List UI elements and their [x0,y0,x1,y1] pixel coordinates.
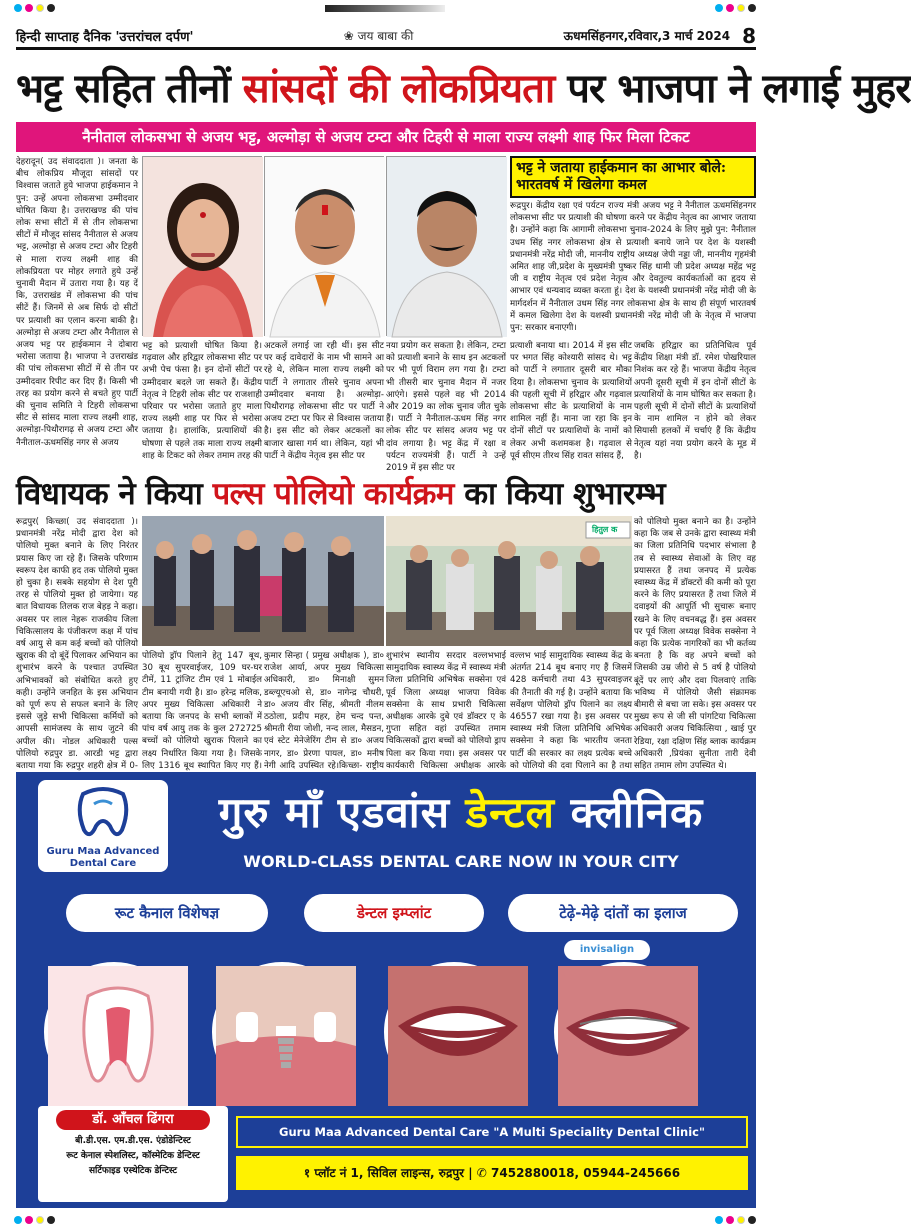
story1-headline [16,58,911,120]
man-portrait-icon [265,157,385,337]
doctor-card [38,1106,228,1202]
drops-photo-icon [386,516,632,646]
story1-subhead: नैनीताल लोकसभा से अजय भट्ट, अल्मोड़ा से अजय टम्टा और टिहरी से माला राज्य लक्ष्मी शाह फिर मिला टिकट [16,122,756,152]
story2-column-2: पोलियो ड्रॉप पिलाने हेतु 147 बूथ, 30 बूथ सुपरवाईजर, 109 घर-घर टीमें, 11 ट्रांजिट टीम एवं 1 मोबाईल टीम बनायी गयी है। डा० हरेन्द्र मलिक, अपर मुख्य चिकित्सा अधिकारी ने बताया कि जनपद के सभी ब्लाकों में पांच वर्ष आयु तक के कुल 272725 बच्चों को पोलियो खुराक पिलाने का लक्ष्य निर्धारित किया गया है। जिसके लिए 1316 बूथ स्थापित किए गए हैं। [142,651,262,771]
story2-column-6: को पोलियो मुक्त बनाने का है। उन्होंने कहा कि जब से उनके द्वारा स्वास्थ्य मंत्री का जिला प्रतिनिधि पदभार संभाला है तब से स्वास्थ्य सेवाओं के लिए वह प्रयासरत हैं तथा जनपद में प्रत्येक स्वास्थ्य केंद्र में डॉक्टरों की कमी को पूरा करने के लिए प्रयासरत हैं तथा जिले में दवाइयों की आपूर्ति भी सुचारू बनाए रखने के लिए वचनबद्ध हैं। इस अवसर पर पूर्व जिला अध्यक्ष विवेक सक्सेना ने कहा कि प्रत्येक नागरिकों का भी कर्तव्य बनता है कि वह अपने बच्चों को जिसकी उम्र जीरो से 5 वर्ष है पोलियो बूंदें पर लाएं और दवा पिलवाएं ताकि भविष्य में पोलियो जैसी संक्रामक बीमारी से बचा जा सके। इस अवसर पर मुख्य रूप से जी सी पांगटिया चिकित्सा अधिकारी अजय चिकित्सिया , खाई पुर रेडिया, रक्षा दक्षिण सिंह ब्लाक कार्यक्रम अधिकारी ,प्रियंका सुनीता तारी देवी सहित तमाम लोग उपस्थित थे। [634,517,756,772]
color-dots-left [14,1216,55,1224]
ad-title-part-2: क्लीनिक [554,788,704,837]
story2-column-3: कुमार सिन्हा ( प्रमुख अधीक्षक ), डा० राजेश आर्या, अपर मुख्य चिकित्सा अधिकारी, डा० मिनाक्षी सुमन डब्ल्यूएचओ से, डा० नागेन्द्र चौधरी, डा० अजय वीर सिंह, श्रीमती नीलम ठठोला, प्रदीप महर, हेम चन्द पन्त, श्रीमती रीया जोशी, नन्द लाल, मैसडन, एवं स्टेट मेनेजेरिंग टीम से डा० अजय नागर, डा० प्रेरणा पायल, डा० मनीष नेगी आदि उपस्थित रहे।किच्छा- राष्ट्रीय [264,651,384,771]
story2-column-5: वल्लभ भाई सामुदायिक स्वास्थ्य केंद्र के अंतर्गत 214 बूथ बनाए गए हैं जिसमें 428 कर्मचारी तथा 43 सुपरवाइजर की तैनाती की गई है। उन्होंने बताया कि सर्वेक्षण पोलियो ड्रॉप पिलाने का लक्ष्य 46557 रखा गया है। इस अवसर पर स्वास्थ्य मंत्री जिला प्रतिनिधि अभिषेक सक्सेना ने कहा कि भारतीय जनता पार्टी की सरकार का लक्ष्य प्रत्येक बच्चे को पोलियो की दवा पिलाने का है तथा [510,651,632,771]
root-canal-image [44,962,184,1102]
color-dots-right [715,4,756,12]
registration-strip-bottom [0,1212,770,1228]
sidebar-body: रूद्रपुर। केंद्रीय रक्षा एवं पर्यटन राज्य मंत्री अजय भट्ट ने नैनीताल ऊधमसिंहनगर लोकसभा सीट पर प्रत्याशी की घोषणा करने पर केंद्रीय नेतृत्व का आभार जताया है। उन्होंने कहा कि आगामी लोकसभा चुनाव-2024 के लिए मुझे पुन: नैनीताल उधम सिंह नगर लोकसभा क्षेत्र से प्रत्याशी बनाये जाने पर देश के यशस्वी प्रधानमंत्री नरेंद्र मोदी जी, माननीय राष्ट्रीय अध्यक्ष जेपी नड्डा जी, माननीय गृहमंत्री अमित शाह जी,प्रदेश के मुख्यमंत्री पुष्कर सिंह धामी जी प्रदेश अध्यक्ष महेंद्र भट्ट जी व राष्ट्रीय नेतृत्व एवं प्रदेश नेतृत्व और देवतुल्य कार्यकर्ताओं का हृदय से आभार एवं धन्यवाद व्यक्त करता हूं। देश के यशस्वी प्रधानमंत्री नरेंद्र मोदी जी के मार्गदर्शन में नैनीताल उधम सिंह नगर लोकसभा क्षेत्र के साथ ही संपूर्ण भारतवर्ष में कमल खिलेगा देश के यशस्वी प्रधानमंत्री नरेंद्र मोदी जी के नेतृत्व में भाजपा पुन: सरकार बनाएगी। [510,201,756,334]
sidebar-box [510,156,756,336]
ad-title-part-1: गुरु माँ एडवांस [218,788,466,837]
logo-text: Guru Maa Advanced Dental Care [46,846,160,869]
story1-column-5: प्रत्याशी बनाया था। 2014 में इस सीट पर भगत सिंह कोश्यारी सांसद थे। भट्ट को पार्टी ने लगातार दूसरी बार मौका दिया है। लोकसभा चुनाव के प्रत्याशियों की पहली सूची में हरिद्वार और गढ़वाल लोकसभा सीट के प्रत्याशियों के नाम शामिल नहीं हैं। माना जा रहा कि इन दोनों सीटों पर प्रत्याशियों के नामों को लेकर अभी कशमकश है। गढ़वाल से पूर्व सीएम तीरथ सिंह रावत सांसद हैं, [510,341,632,461]
braces-icon [558,966,698,1106]
sidebar-title: भट्ट ने जताया हाईकमान का आभार बोले: भारतवर्ष में खिलेगा कमल [510,156,756,198]
doctor-qualification-2: रूट केनाल स्पेशलिस्ट, कॉस्मेटिक डेन्टिस्ट [66,1151,200,1161]
ad-tagline: WORLD-CLASS DENTAL CARE NOW IN YOUR CITY [243,852,679,871]
color-dots-left [14,4,55,12]
man-portrait-icon [387,157,507,337]
service-root-canal: रूट कैनाल विशेषज्ञ [66,894,268,932]
tooth-logo-icon [38,780,168,846]
page-number: 8 [742,23,756,48]
implant-image [212,962,352,1102]
dental-clinic-advertisement [16,772,756,1208]
woman-portrait-icon [143,157,263,337]
masthead-center: ❀ जय बाबा की [343,29,414,43]
masthead [16,24,756,50]
portrait-mala-rajya-laxmi-shah [142,156,262,336]
photo-polio-event-2 [386,516,632,646]
headline-part-2: का किया शुभारम्भ [453,476,666,512]
story1-column-1: देहरादून( उद संवाददाता )। जनता के बीच लोकप्रिय मौजूदा सांसदों पर विश्वास जताते हुये भाजपा हाईकमान ने पुन: उन्हें अपना लोकसभा उम्मीदवार घोषित किया है। उत्तराखण्ड की पांच लोक सभा सीटों में से तीन लोकसभा सीटों में मौजूद सांसद नैनीताल से अजय भट्ट, अल्मोड़ा से अजय टम्टा और टिहरी से माला राज्य लक्ष्मी शाह की लोकप्रियता पर मोहर लगाते हुये उन्हें चुनावी मैदान में उतारा गया है। यह दें कि, उत्तराखंड में लोकसभा की पांच सीटें हैं। जिनमें से अब सिर्फ दो सीटों पर प्रत्याशी का एलान करना बाकी है। अल्मोड़ा से अजय टम्टा और नैनीताल से अजय भट्ट पर हाईकमान ने दोबारा भरोसा जताया है। भाजपा ने उत्तराखंड की पांच लोकसभा सीटों में से तीन पर उम्मीदवार रिपीट कर दिए हैं। किसी भी तरह का प्रयोग करने से बचते हुए पार्टी की चुनाव समिति ने टिहरी लोकसभा सीट से सांसद माला राज्य लक्ष्मी शाह, अल्मोड़ा-पिथौरागढ़ से अजय टम्टा और नैनीताल-ऊधमसिंह नगर से अजय [16,157,138,448]
registration-strip-top [0,0,770,16]
doctor-qualification-1: बी.डी.एस. एम.डी.एस. एंडोडेन्टिस्ट [75,1136,191,1146]
tooth-crosssection-icon [48,966,188,1106]
story1-column-6: जबकि हरिद्वार का प्रतिनिधित्व पूर्व केंद्रीय शिक्षा मंत्री डॉ. रमेश पोखरियाल निशंक कर रहे हैं। भाजपा केंद्रीय नेतृत्व अपनी दूसरी सूची में इन दोनों सीटों के प्रत्याशियों के नाम घोषित कर सकता है। पहली सूची में दोनों सीटों के प्रत्याशियों के नाम शामिल न होने को लेकर सियासी हलकों में चर्चाएं हैं कि केंद्रीय नेतृत्व यहां नया प्रयोग करने के मूड में है। [634,341,756,461]
doctor-qualification-3: सर्टिफाइड एस्थेटिक डेन्टिस्ट [88,1166,178,1176]
service-dental-implant: डेन्टल इम्प्लांट [304,894,484,932]
masthead-right [564,24,756,48]
flower-icon: ❀ [343,29,358,43]
clinic-name-strip: Guru Maa Advanced Dental Care "A Multi Speciality Dental Clinic" [236,1116,748,1148]
portrait-ajay-bhatt [386,156,506,336]
doctor-name: डॉ. आँचल ढिंगरा [56,1110,210,1130]
implant-icon [216,966,356,1106]
headline-highlight: पल्स पोलियो कार्यक्रम [212,476,454,512]
dateline: ऊधमसिंहनगर,रविवार,3 मार्च 2024 [563,29,731,43]
ad-title-highlight: डेन्टल [465,788,555,837]
smile-icon [388,966,528,1106]
headline-part-2: पर भाजपा ने लगाई मुहर [554,65,911,112]
headline-part-1: भट्ट सहित तीनों [16,65,243,112]
story2-column-1: रूद्रपुर( किच्छा( उद संवाददाता )। प्रधानमंत्री नरेंद्र मोदी द्वारा देश को पोलियो मुक्त बनाने के लिए निरंतर प्रयास किए जा रहे हैं। जिसके परिणाम स्वरूप देश काफी हद तक पोलियो मुक्त हो चुका है। सबके सहयोग से देश पूरी तरह से पोलियो मुक्त हो जायेगा। यह बात विधायक तिलक राज बेहड़ ने कहा। अवसर पर लाल नेहरू राजकीय जिला चिकित्सालय के पंजीकरण कक्ष में पांच वर्ष आयु से कम कई बच्चों को पोलियो खुराक की दो बूंदें पिलाकर अभियान का शुभारंभ करने के पश्चात उपस्थित अभिभावकों को संबोधित करते हुए कही। उन्होंने जनहित के इस अभियान को पूर्ण रूप से सफल बनाने के लिए इससे जुड़े सभी चिकित्सा कर्मियों को आपसी सामंजस्य के साथ जुटने की अपील की। नोडल अधिकारी पल्स पोलियो रुद्रपुर डा. आरडी भट्ट द्वारा बताया गया कि रुद्रपुर शहरी क्षेत्र में 0- [16,517,138,772]
crowd-photo-icon [142,516,384,646]
clinic-logo [38,780,168,872]
braces-image [554,962,694,1102]
invisalign-badge: invisalign [564,940,650,960]
address-strip: १ प्लॉट नं 1, सिविल लाइन्स, रुद्रपुर | ✆ 7452880018, 05944-245666 [236,1156,748,1190]
ad-title [176,782,746,844]
polio-banner-text: हितुल क [592,525,618,534]
story2-headline [16,474,756,514]
headline-part-1: विधायक ने किया [16,476,213,512]
gray-gradient-bar [325,5,445,12]
story1-column-3: अटकलें लगाई जा रही थीं। इस सीट पर कई दावेदारों के नाम भी सामने आ रहे थे, लेकिन माला राज्य लक्ष्मी को पार्टी ने लगातार तीसरे चुनाव अपना उम्मीदवार बनाया है। अल्मोड़ा-पिथौरागढ़ लोकसभा सीट पर पार्टी ने अजय टम्टा पर फिर से विश्वास जताया है। इस सीट को लेकर अटकलों का बाजार खासा गर्म था। लेकिन, यहां भी पार्टी ने केंद्रीय नेतृत्व इस सीट पर [264,341,384,461]
portrait-ajay-tamta [264,156,384,336]
smile-image [384,962,524,1102]
color-dots-right [715,1216,756,1224]
paper-name: हिन्दी साप्ताह दैनिक 'उत्तरांचल दर्पण' [16,29,194,45]
story1-column-4: नया प्रयोग कर सकता है। लेकिन, टम्टा को प्रत्याशी बनाने के साथ इन अटकलों पर भी पूर्ण विराम लग गया है। टम्टा भी तीसरी बार चुनाव मैदान में नजर आएंगे। इससे पहले वह भी 2014 और 2019 का लोक चुनाव जीत चुके हैं। पार्टी ने नैनीताल-ऊधम सिंह नगर लोक सीट पर सांसद अजय भट्ट पर दांव लगाया है। भट्ट केंद्र में रक्षा व पर्यटन राज्यमंत्री हैं। पार्टी ने उन्हें 2019 में इस सीट पर [386,341,506,474]
service-teeth-alignment: टेढ़े-मेढ़े दांतों का इलाज [508,894,738,932]
story2-column-4: शुभारंभ स्थानीय सरदार वल्लभभाई सामुदायिक स्वास्थ्य केंद्र में स्वास्थ्य मंत्री जिला प्रतिनिधि अभिषेक सक्सेना एवं पूर्व जिला अध्यक्ष भाजपा विवेक सक्सेना के साथ प्रभारी चिकित्सा अधीक्षक आरके दुबे एवं डॉक्टर ए के गुप्ता सहित वहां उपस्थित तमाम चिकित्सकों द्वारा बच्चों को पोलियो ड्राप पिला कर किया गया। इस अवसर पर कार्यकारी चिकित्सा अधीक्षक आरके [386,651,506,771]
headline-highlight: सांसदों की लोकप्रियता [242,65,555,112]
story1-column-2: भट्ट को प्रत्याशी घोषित किया है। गढ़वाल और हरिद्वार लोकसभा सीट पर अभी पेच फंसा है। इन दोनों सीटों पर उम्मीदवार बदले जा सकते हैं। केंद्रीय नेतृत्व ने टिहरी लोक सीट पर राजशाही परिवार पर भरोसा जताते हुए माला राज्य लक्ष्मी शाह पर फिर से भरोसा जताया है। हालांकि, प्रत्याशियों की घोषणा से पहले तक माला राज्य लक्ष्मी शाह के टिकट को लेकर तमाम तरह की [142,341,262,461]
photo-polio-event-1 [142,516,384,646]
